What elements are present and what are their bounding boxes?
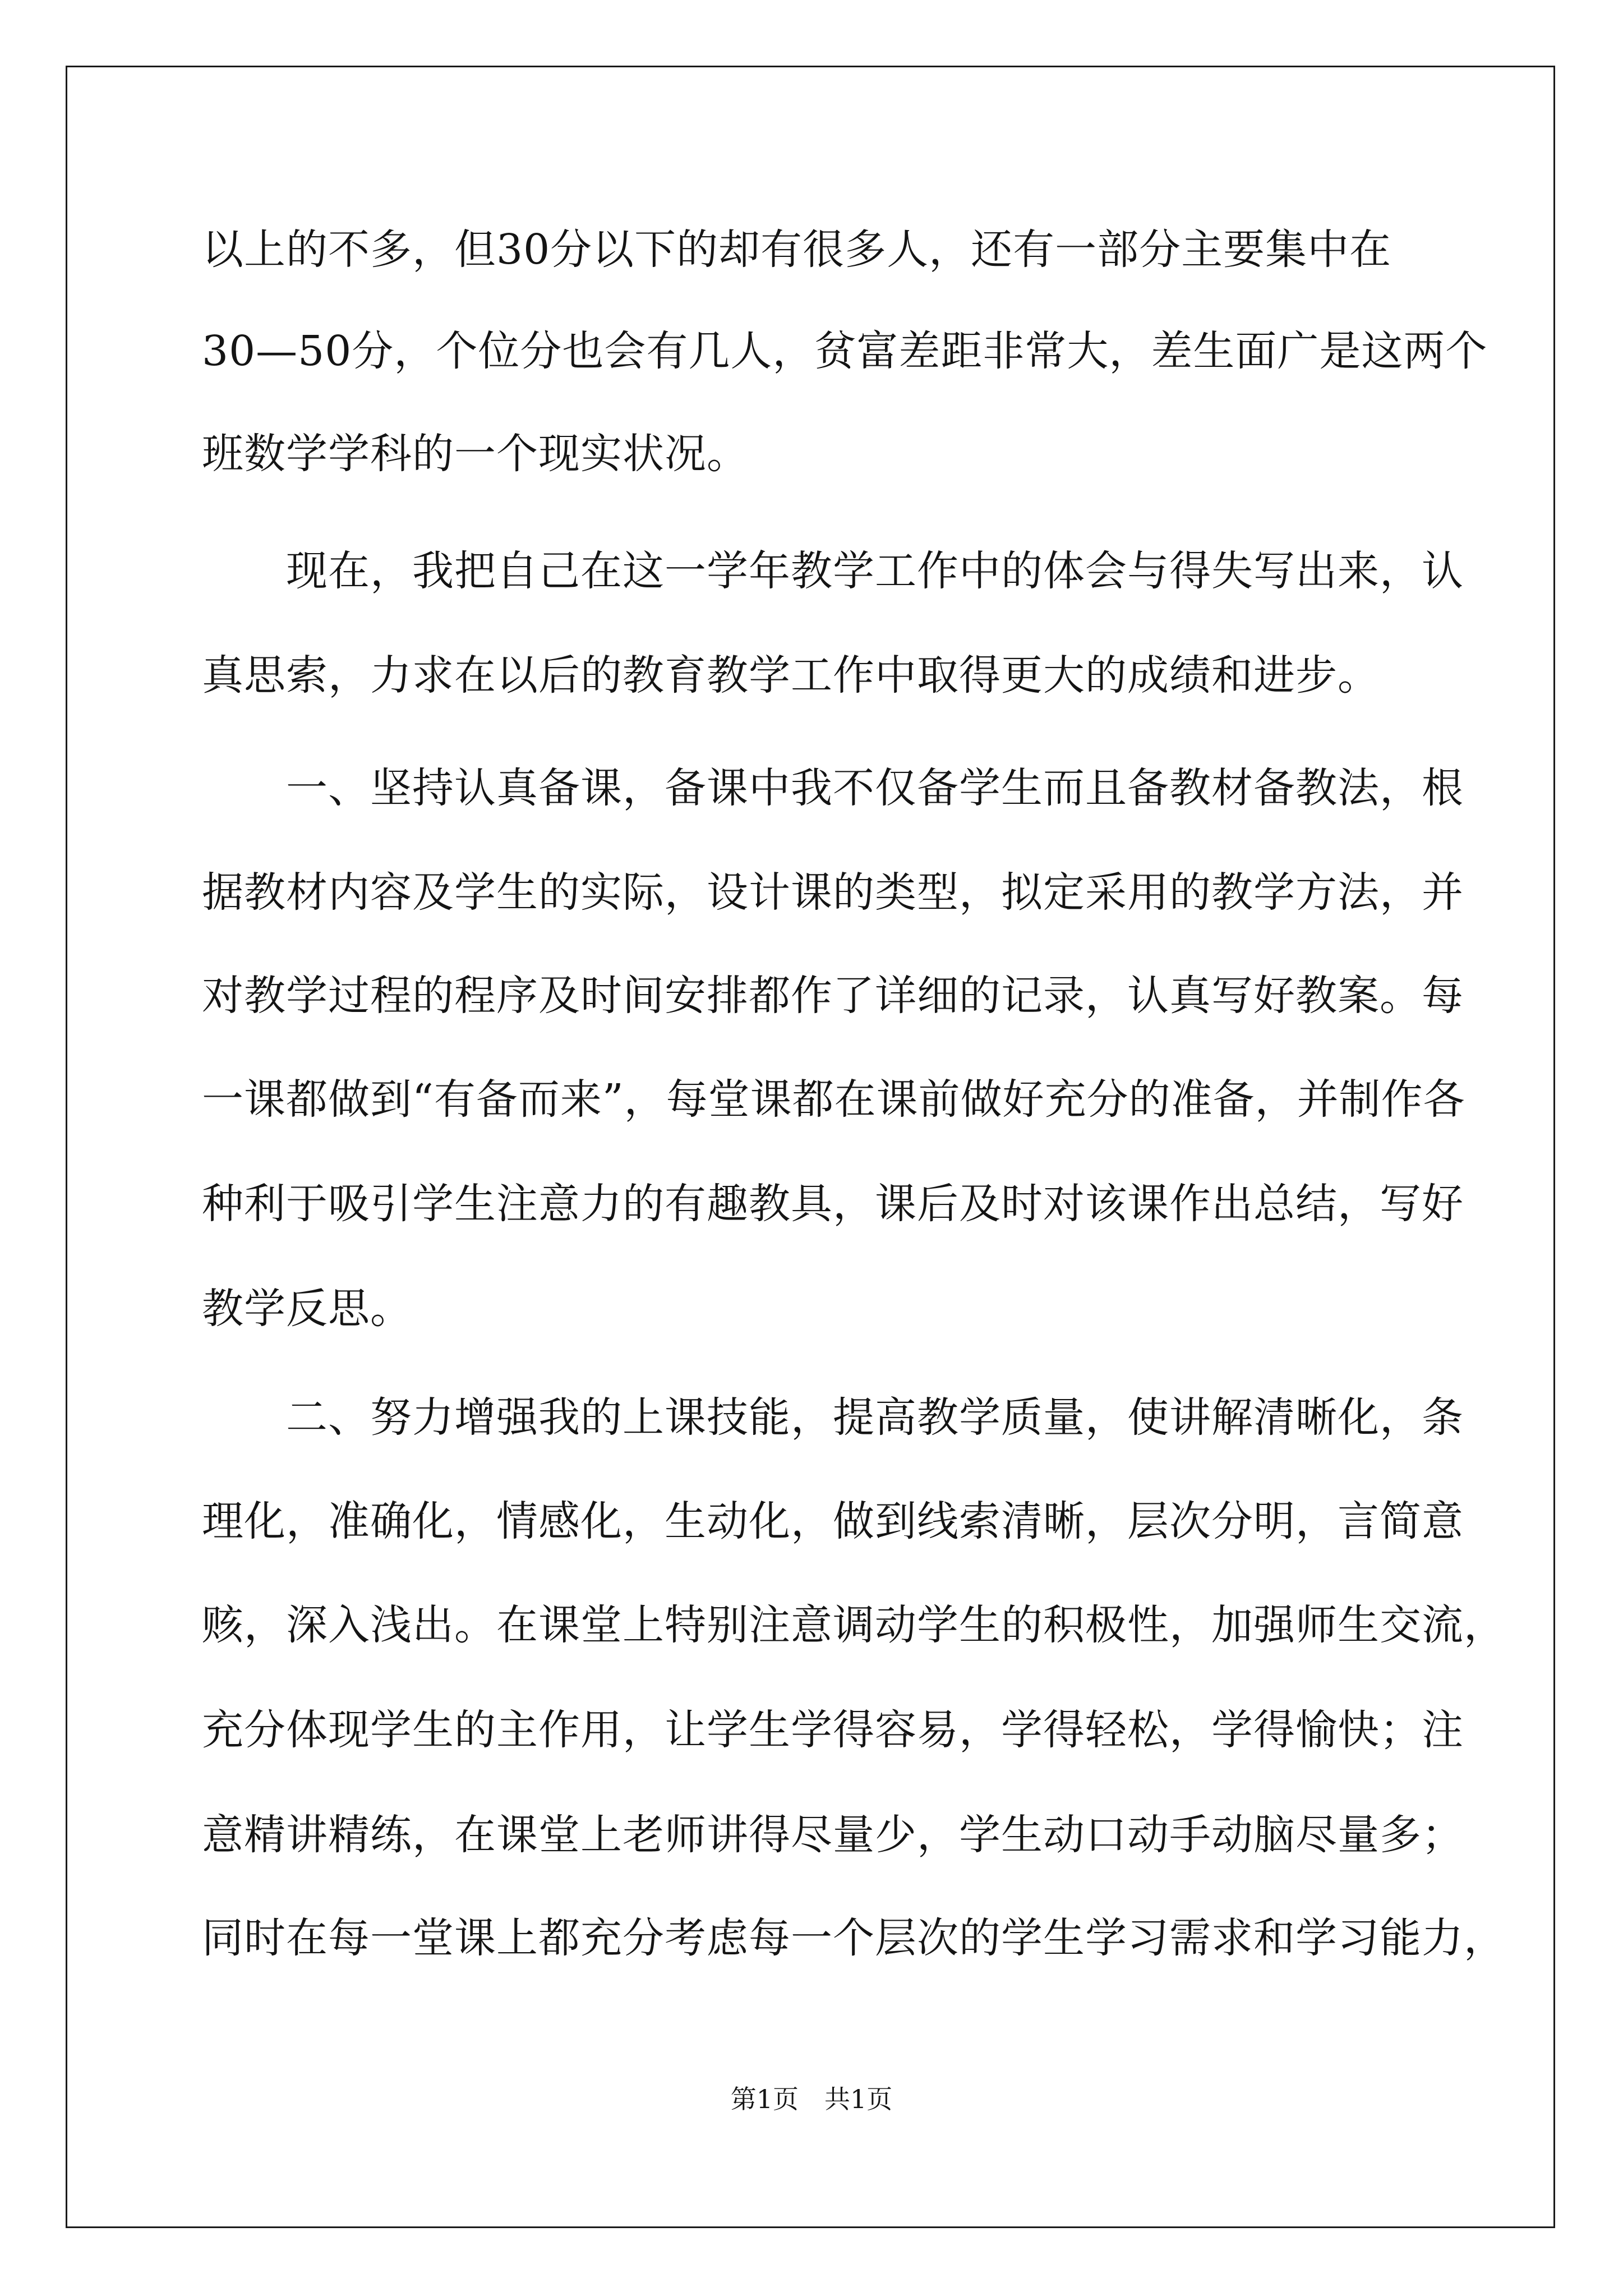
body-line-7: 据教材内容及学生的实际，设计课的类型，拟定采用的教学方法，并	[202, 868, 1464, 917]
body-line-14: 赅，深入浅出。在课堂上特别注意调动学生的积极性，加强师生交流，	[202, 1601, 1506, 1649]
body-line-4: 现在，我把自己在这一学年教学工作中的体会与得失写出来，认	[202, 547, 1464, 595]
body-line-10: 种利于吸引学生注意力的有趣教具，课后及时对该课作出总结，写好	[202, 1180, 1464, 1228]
body-line-17: 同时在每一堂课上都充分考虑每一个层次的学生学习需求和学习能力，	[202, 1914, 1506, 1962]
page-border	[66, 66, 1555, 2228]
body-line-1: 以上的不多，但30分以下的却有很多人，还有一部分主要集中在	[202, 226, 1392, 274]
body-line-3: 班数学学科的一个现实状况。	[202, 430, 749, 478]
page-footer: 第1页 共1页	[730, 2084, 893, 2114]
body-line-9: 一课都做到“有备而来”，每堂课都在课前做好充分的准备，并制作各	[202, 1075, 1465, 1124]
body-line-16: 意精讲精练，在课堂上老师讲得尽量少，学生动口动手动脑尽量多；	[202, 1811, 1464, 1859]
body-line-2: 30—50分，个位分也会有几人，贫富差距非常大，差生面广是这两个	[202, 327, 1488, 375]
body-line-11: 教学反思。	[202, 1285, 412, 1333]
body-line-5: 真思索，力求在以后的教育教学工作中取得更大的成绩和进步。	[202, 651, 1380, 700]
body-line-6: 一、坚持认真备课，备课中我不仅备学生而且备教材备教法，根	[202, 764, 1464, 812]
body-line-8: 对教学过程的程序及时间安排都作了详细的记录，认真写好教案。每	[202, 972, 1464, 1020]
body-line-13: 理化，准确化，情感化，生动化，做到线索清晰，层次分明，言简意	[202, 1497, 1464, 1545]
body-line-15: 充分体现学生的主作用，让学生学得容易，学得轻松，学得愉快；注	[202, 1706, 1464, 1754]
body-line-12: 二、努力增强我的上课技能，提高教学质量，使讲解清晰化，条	[202, 1393, 1464, 1442]
